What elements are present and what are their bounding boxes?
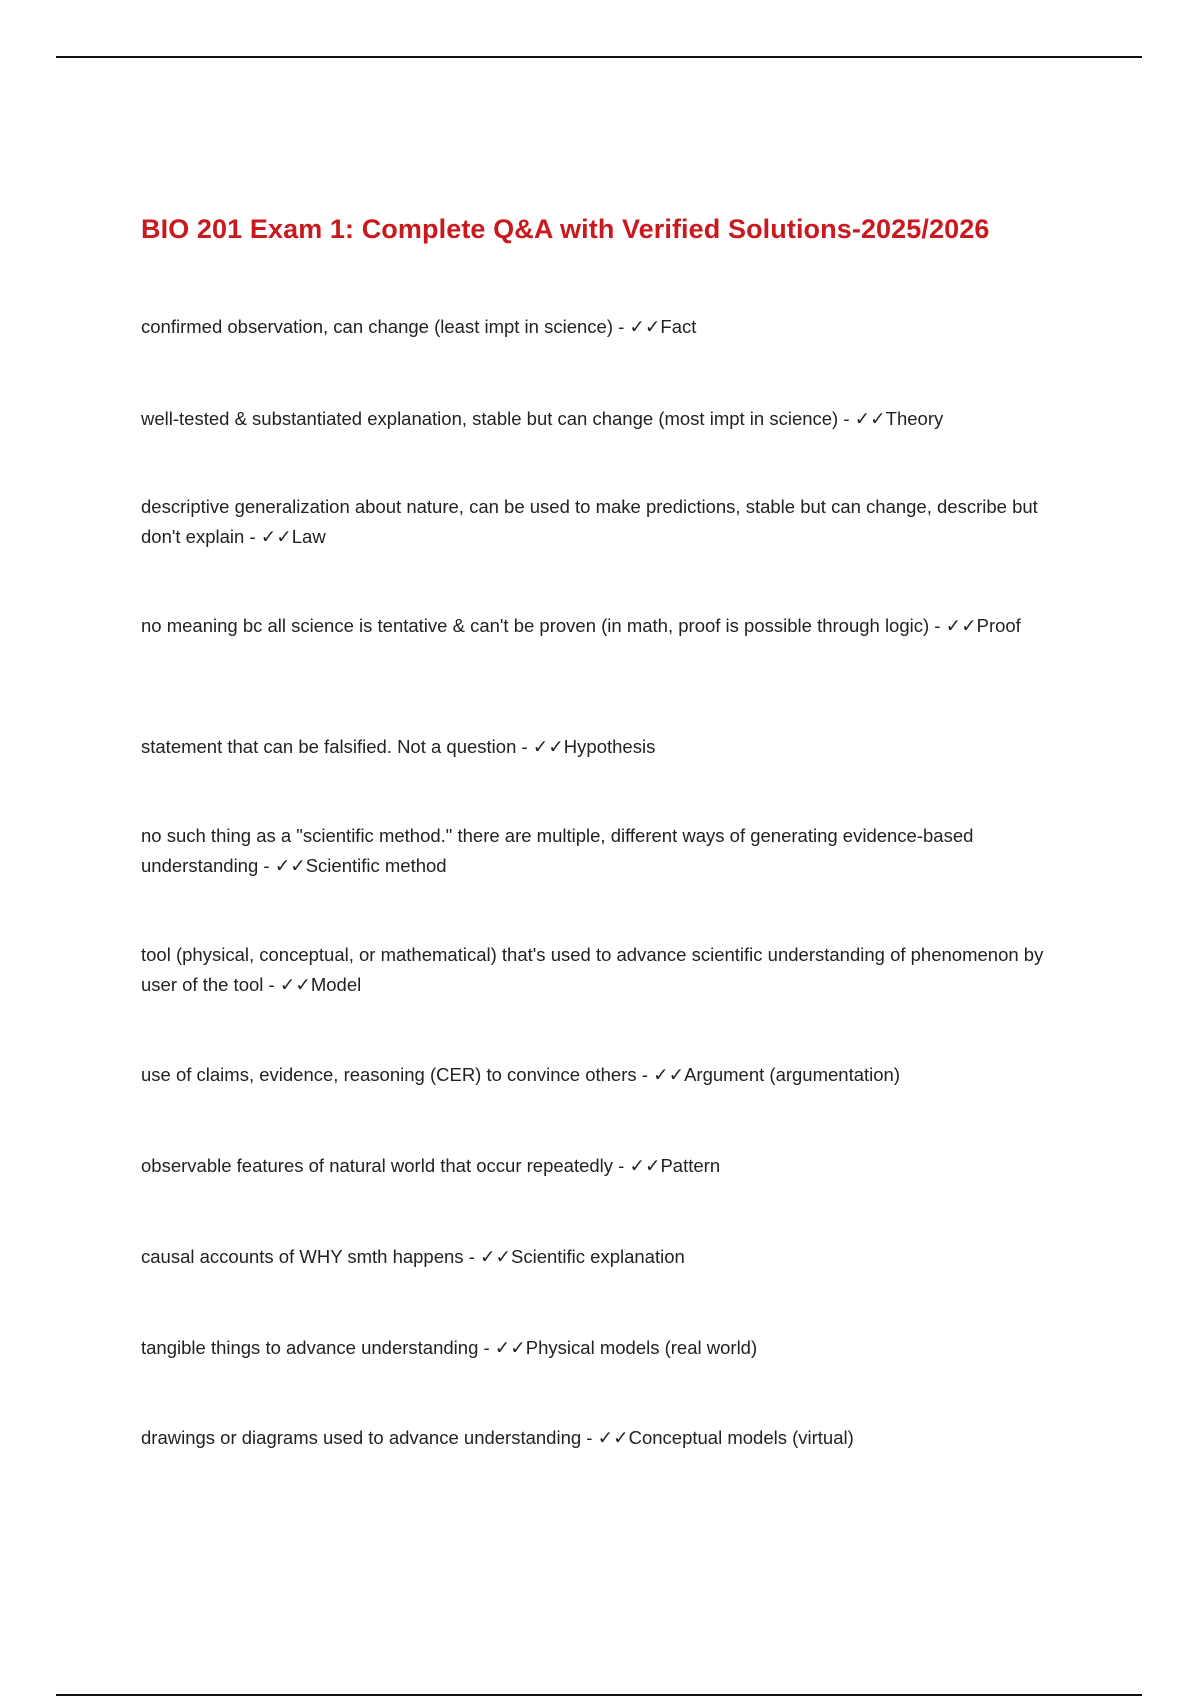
qa-item-law: descriptive generalization about nature, can be used to make predictions, stable but can change, describe but don't explain - ✓✓Law <box>141 496 1038 547</box>
qa-item-proof: no meaning bc all science is tentative & can't be proven (in math, proof is possible through logic) - ✓✓Proof <box>141 615 1021 636</box>
qa-item-scientific-explanation: causal accounts of WHY smth happens - ✓✓Scientific explanation <box>141 1246 685 1267</box>
qa-item-theory: well-tested & substantiated explanation, stable but can change (most impt in science) - ✓✓Theory <box>141 408 944 429</box>
bottom-rule <box>56 1694 1142 1696</box>
qa-item-argument: use of claims, evidence, reasoning (CER) to convince others - ✓✓Argument (argumentation) <box>141 1064 901 1085</box>
qa-item-model: tool (physical, conceptual, or mathematical) that's used to advance scientific understanding of phenomenon by user of the tool - ✓✓Model <box>141 944 1044 995</box>
qa-item-fact: confirmed observation, can change (least impt in science) - ✓✓Fact <box>141 316 697 337</box>
top-rule <box>56 56 1142 58</box>
qa-item-conceptual-models: drawings or diagrams used to advance understanding - ✓✓Conceptual models (virtual) <box>141 1427 854 1448</box>
qa-item-hypothesis: statement that can be falsified. Not a question - ✓✓Hypothesis <box>141 736 656 757</box>
qa-item-physical-models: tangible things to advance understanding - ✓✓Physical models (real world) <box>141 1337 758 1358</box>
qa-item-scientific-method: no such thing as a "scientific method." there are multiple, different ways of generating evidence-based understanding - ✓✓Scientific method <box>141 825 974 876</box>
page-title: BIO 201 Exam 1: Complete Q&A with Verified Solutions-2025/2026 <box>141 214 990 244</box>
qa-item-pattern: observable features of natural world that occur repeatedly - ✓✓Pattern <box>141 1155 721 1176</box>
